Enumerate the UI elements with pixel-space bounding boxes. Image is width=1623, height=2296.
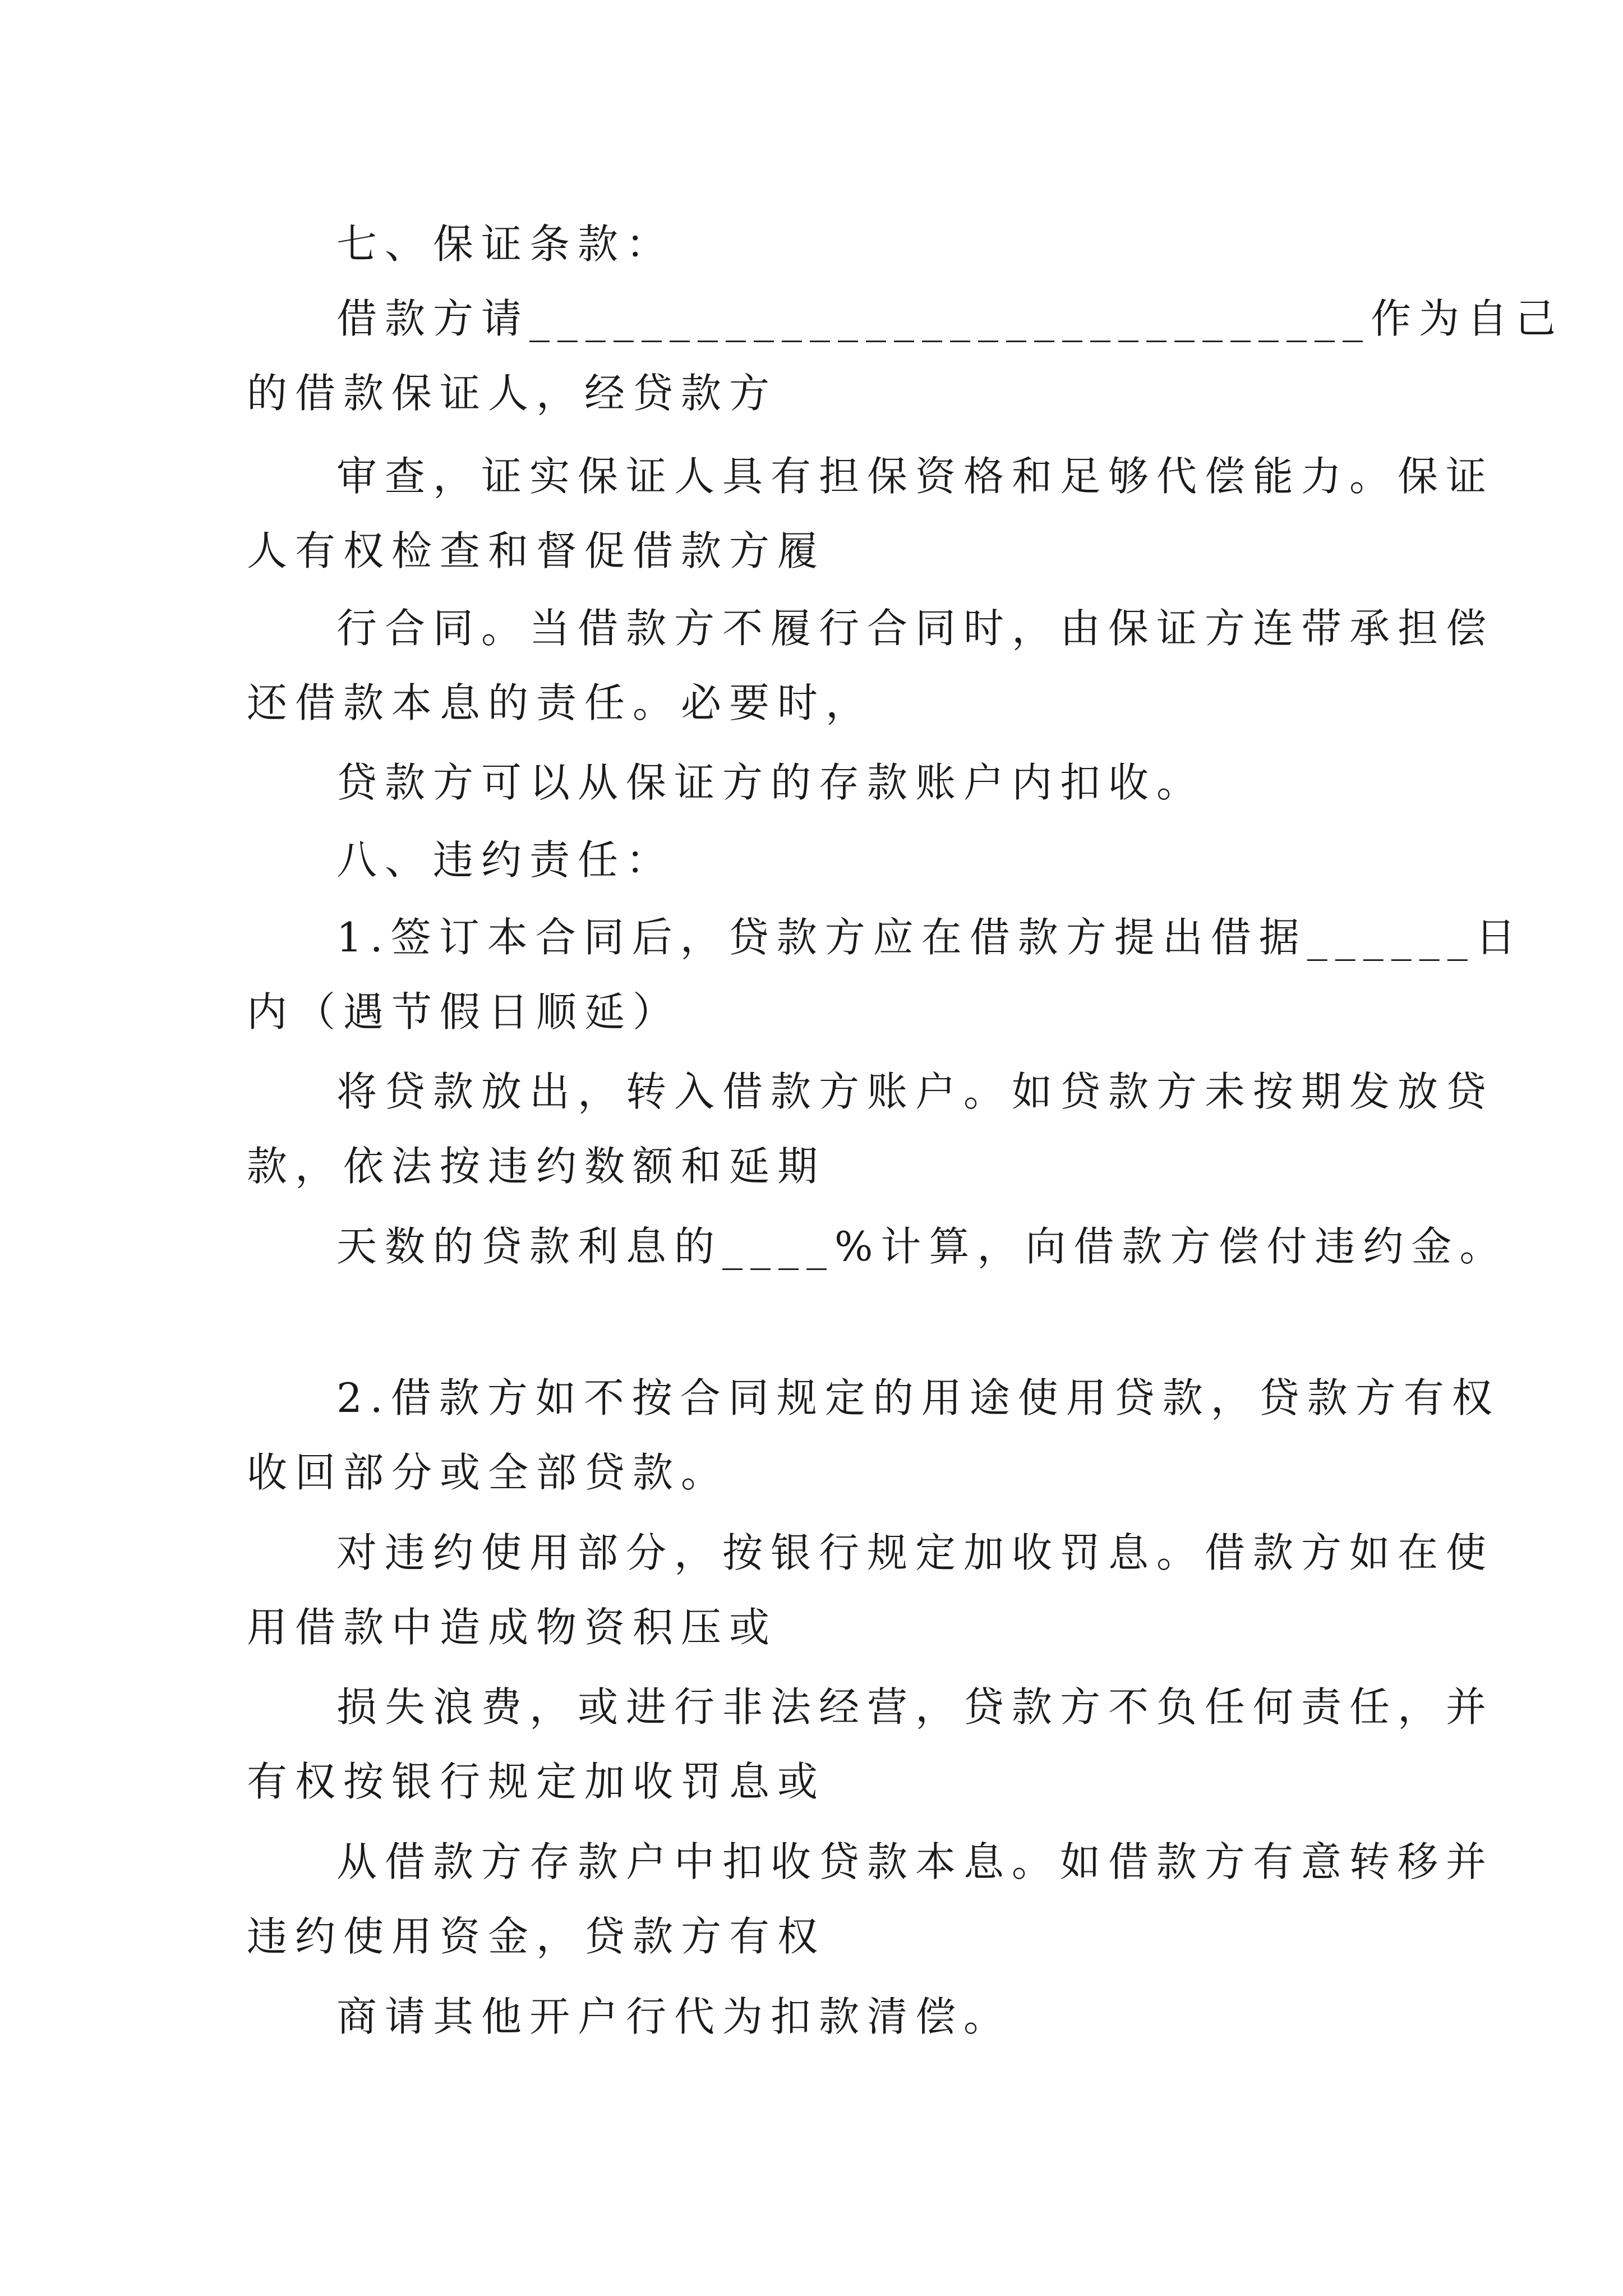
paragraph-line: 1.签订本合同后，贷款方应在借款方提出借据______日 <box>336 914 1524 961</box>
paragraph-line: 收回部分或全部贷款。 <box>247 1449 730 1496</box>
paragraph-line: 人有权检查和督促借款方履 <box>247 527 826 574</box>
paragraph-line: 有权按银行规定加收罚息或 <box>247 1758 826 1805</box>
paragraph-line: 将贷款放出，转入借款方账户。如贷款方未按期发放贷 <box>336 1068 1495 1115</box>
paragraph-line: 审查，证实保证人具有担保资格和足够代偿能力。保证 <box>336 453 1495 500</box>
paragraph-line: 商请其他开户行代为扣款清偿。 <box>336 1993 1012 2040</box>
paragraph-line: 损失浪费，或进行非法经营，贷款方不负任何责任，并 <box>336 1683 1495 1731</box>
paragraph-line: 贷款方可以从保证方的存款账户内扣收。 <box>336 759 1205 806</box>
paragraph-line: 行合同。当借款方不履行合同时，由保证方连带承担偿 <box>336 605 1495 652</box>
paragraph-line: 借款方请______________________________作为自己 <box>336 295 1564 342</box>
paragraph-line: 用借款中造成物资积压或 <box>247 1604 778 1651</box>
section-heading-guarantee: 七、保证条款： <box>336 220 675 268</box>
paragraph-line: 从借款方存款户中扣收贷款本息。如借款方有意转移并 <box>336 1838 1495 1885</box>
paragraph-line: 天数的贷款利息的____%计算，向借款方偿付违约金。 <box>336 1223 1508 1270</box>
section-heading-liability: 八、违约责任： <box>336 836 675 884</box>
paragraph-line: 还借款本息的责任。必要时， <box>247 679 874 726</box>
paragraph-line: 违约使用资金，贷款方有权 <box>247 1913 826 1960</box>
paragraph-line: 对违约使用部分，按银行规定加收罚息。借款方如在使 <box>336 1529 1495 1576</box>
paragraph-line: 款，依法按违约数额和延期 <box>247 1143 826 1190</box>
paragraph-line: 的借款保证人，经贷款方 <box>247 370 778 417</box>
paragraph-line: 内（遇节假日顺延） <box>247 988 681 1036</box>
paragraph-line: 2.借款方如不按合同规定的用途使用贷款，贷款方有权 <box>336 1374 1500 1421</box>
